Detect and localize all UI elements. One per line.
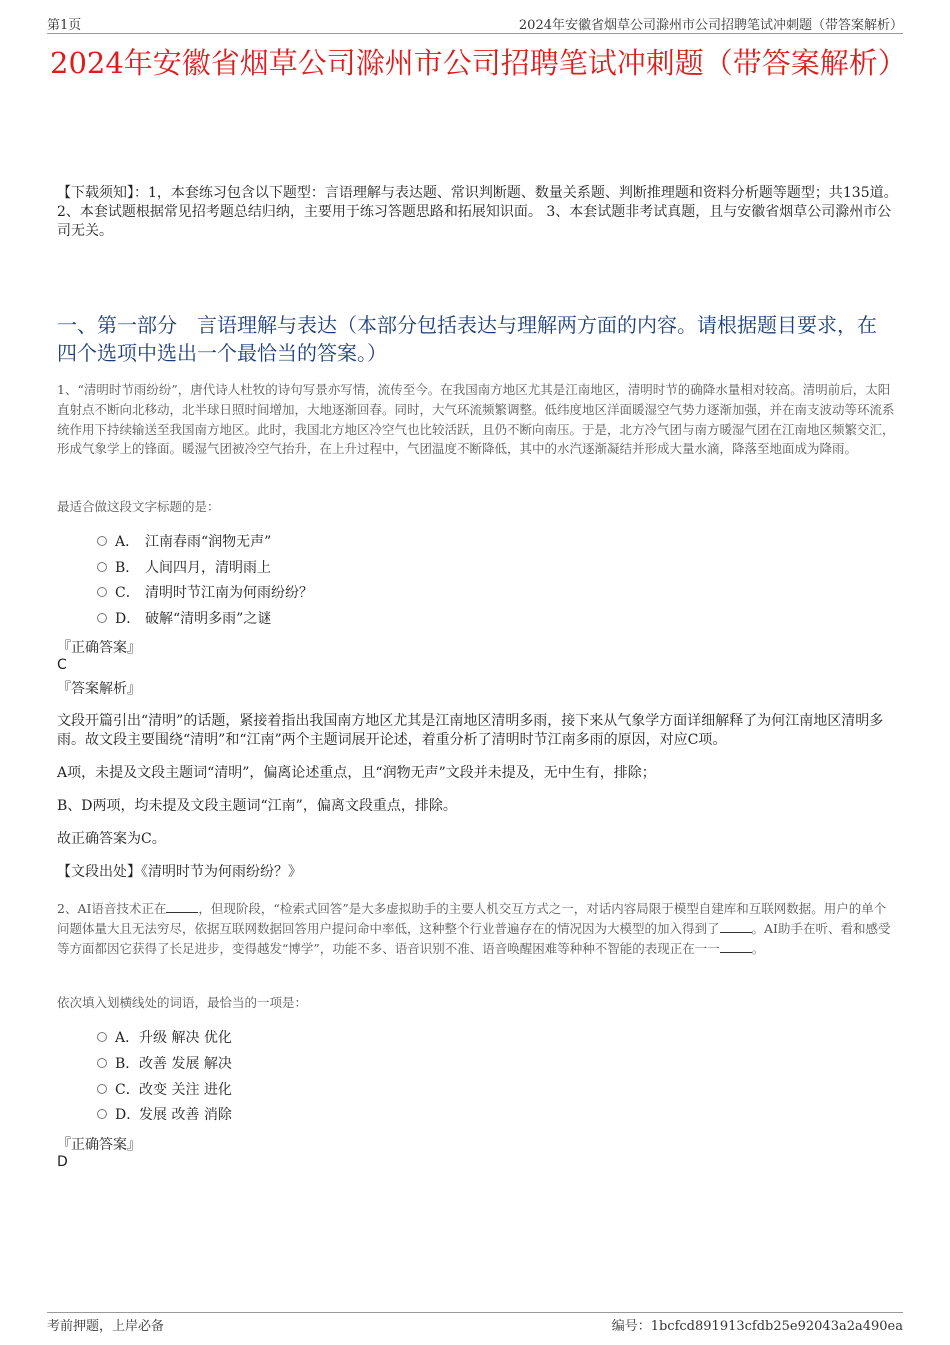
question-2-option-c[interactable]: C．改变 关注 进化 [97,1080,232,1100]
question-2-stem: 2、AI语音技术正在 ，但现阶段，“检索式回答”是大多虚拟助手的主要人机交互方式之一，对话内容局限于模型自建库和互联网数据。用户的单个问题体量大且无法穷尽，依据互联网数据回答用户提问命中率低，这种整个行业普遍存在的情况因为大模型的加入得到了 。AI助手在听、看和感受等方面都因它获得了长足进步，变得越发“博学”，功能不多、语音识别不准、语音唤醒困难等种种不智能的表现正在一一 。 [57,901,891,956]
radio-icon[interactable] [97,613,107,623]
document-title: 2024年安徽省烟草公司滁州市公司招聘笔试冲刺题（带答案解析） [50,46,907,80]
header-divider [47,33,903,34]
question-1-option-b[interactable]: B． 人间四月，清明雨上 [97,558,271,578]
question-2-option-b[interactable]: B．改善 发展 解决 [97,1054,232,1074]
radio-icon[interactable] [97,1032,107,1042]
fill-blank [166,900,198,913]
radio-icon[interactable] [97,587,107,597]
question-1-prompt: 最适合做这段文字标题的是： [57,499,220,514]
question-1-analysis-para: 文段开篇引出“清明”的话题，紧接着指出我国南方地区尤其是江南地区清明多雨，接下来从气象学方面详细解释了为何江南地区清明多雨。故文段主要围绕“清明”和“江南”两个主题词展开论述，着重分析了清明时节江南多雨的原因，对应C项。 [57,713,884,748]
question-2-option-a[interactable]: A．升级 解决 优化 [97,1028,232,1048]
question-1-source: 【文段出处】《清明时节为何雨纷纷？》 [57,864,302,880]
question-2-prompt: 依次填入划横线处的词语，最恰当的一项是： [57,995,308,1010]
page-header [47,14,903,32]
question-1-option-a[interactable]: A． 江南春雨“润物无声” [97,532,271,552]
question-2-option-d[interactable]: D．发展 改善 消除 [97,1105,232,1125]
question-1-answer: C [57,657,67,673]
footer-divider [47,1312,903,1313]
question-2-answer: D [57,1154,68,1170]
document-id: 编号：1bcfcd891913cfdb25e92043a2a490ea [611,1319,903,1334]
fill-blank [720,940,752,953]
question-1-analysis-para: B、D两项，均未提及文段主题词“江南”，偏离文段重点，排除。 [57,798,457,814]
question-1-option-d[interactable]: D． 破解“清明多雨”之谜 [97,609,271,629]
question-1-option-c[interactable]: C． 清明时节江南为何雨纷纷？ [97,583,313,603]
question-1-analysis-label: 『答案解析』 [57,681,141,697]
question-2-answer-label: 『正确答案』 [57,1137,141,1153]
question-1-analysis-para: 故正确答案为C。 [57,831,166,847]
radio-icon[interactable] [97,562,107,572]
header-doc-title: 2024年安徽省烟草公司滁州市公司招聘笔试冲刺题（带答案解析） [518,18,903,33]
fill-blank [720,920,752,933]
question-1-analysis-para: A项，未提及文段主题词“清明”，偏离论述重点，且“润物无声”文段并未提及，无中生有，排除； [57,765,656,781]
radio-icon[interactable] [97,1058,107,1068]
question-1-stem: 1、“清明时节雨纷纷”，唐代诗人杜牧的诗句写景亦写情，流传至今。在我国南方地区尤其是江南地区，清明时节的确降水量相对较高。清明前后，太阳直射点不断向北移动，北半球日照时间增加，大地逐渐回春。同时，大气环流频繁调整。低纬度地区洋面暖湿空气势力逐渐加强，并在南支波动等环流系统作用下持续输送至我国南方地区。此时，我国北方地区冷空气也比较活跃，且仍不断向南压。于是，北方冷气团与南方暖湿气团在江南地区频繁交汇，形成气象学上的锋面。暖湿气团被冷空气抬升，在上升过程中，气团温度不断降低，其中的水汽逐渐凝结并形成大量水滴，降落至地面成为降雨。 [57,382,895,457]
section-heading: 一、第一部分 言语理解与表达（本部分包括表达与理解两方面的内容。请根据题目要求，在四个选项中选出一个最恰当的答案。） [57,313,877,365]
download-notice: 【下载须知】：1，本套练习包含以下题型：言语理解与表达题、常识判断题、数量关系题、判断推理题和资料分析题等题型；共135道。 2、本套试题根据常见招考题总结归纳，主要用于练习答题思路和拓展知识面。 3、本套试题非考试真题，且与安徽省烟草公司滁州市公司无关。 [57,185,898,239]
page-number: 第1页 [47,18,82,33]
radio-icon[interactable] [97,1109,107,1119]
question-1-answer-label: 『正确答案』 [57,640,141,656]
footer-slogan: 考前押题，上岸必备 [47,1319,165,1334]
radio-icon[interactable] [97,1084,107,1094]
radio-icon[interactable] [97,536,107,546]
